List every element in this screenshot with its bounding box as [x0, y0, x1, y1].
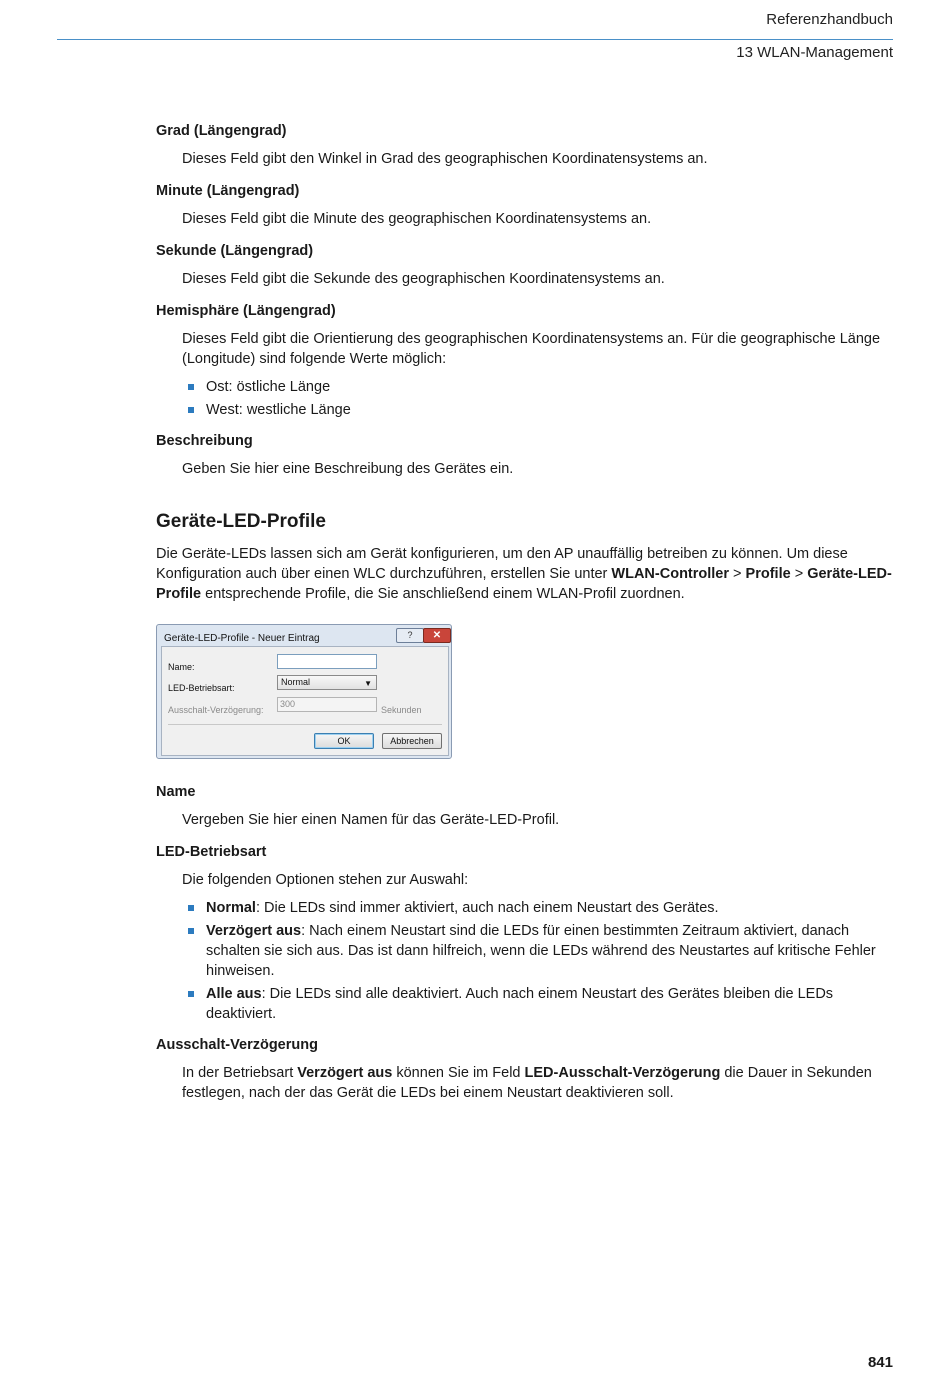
desc-name-text: Vergeben Sie hier einen Namen für das Geräte-LED-Profil.	[182, 812, 560, 828]
option-text: : Nach einem Neustart sind die LEDs für einen bestimmten Zeitraum aktiviert, danach schalten sie sich aus. Das ist dann hilfreich, wenn die LEDs während des Neustartes auf kritische Fehler hinweisen.	[206, 923, 876, 979]
delay-bold-mode: Verzögert aus	[297, 1065, 393, 1081]
option-label: Alle aus	[206, 986, 262, 1002]
mode-select-value: Normal	[281, 677, 311, 687]
help-button[interactable]: ?	[396, 628, 424, 643]
close-button[interactable]: ✕	[423, 628, 451, 643]
name-field[interactable]	[277, 654, 377, 669]
list-item	[182, 898, 894, 918]
desc-minute	[182, 205, 894, 238]
list-item	[182, 377, 894, 397]
ok-button[interactable]: OK	[314, 733, 374, 749]
menu-path-led-profile: Geräte-LED-Profile	[156, 566, 892, 602]
desc-minute-text: Dieses Feld gibt die Minute des geographischen Koordinatensystems an.	[182, 211, 652, 227]
bullet-square-icon	[188, 991, 194, 997]
term-beschreibung: Beschreibung	[156, 433, 253, 449]
term-delay: Ausschalt-Verzögerung	[156, 1037, 318, 1053]
option-text: : Die LEDs sind immer aktiviert, auch nach einem Neustart des Gerätes.	[255, 900, 719, 916]
dialog-separator	[168, 724, 442, 725]
mode-select[interactable]	[277, 675, 377, 690]
term-name: Name	[156, 784, 196, 800]
desc-name	[182, 806, 894, 839]
delay-bold-field: LED-Ausschalt-Verzögerung	[524, 1065, 721, 1081]
cancel-button[interactable]: Abbrechen	[382, 733, 442, 749]
running-header-chapter: 13 WLAN-Management	[736, 44, 893, 61]
list-item	[182, 984, 894, 1024]
mode-label: LED-Betriebsart:	[168, 683, 235, 693]
list-item-text: West: westliche Länge	[206, 402, 351, 418]
list-item	[182, 921, 894, 981]
section-intro	[156, 544, 894, 604]
desc-beschreibung-text: Geben Sie hier eine Beschreibung des Gerätes ein.	[182, 461, 514, 477]
led-mode-options	[182, 898, 894, 1024]
menu-path-wlan-controller: WLAN-Controller	[611, 566, 730, 582]
desc-led-mode	[182, 866, 894, 898]
term-grad: Grad (Längengrad)	[156, 123, 287, 139]
desc-delay	[182, 1059, 894, 1112]
desc-sekunde-text: Dieses Feld gibt die Sekunde des geographischen Koordinatensystems an.	[182, 271, 665, 287]
intro-text-1: Die Geräte-LEDs lassen sich am Gerät konfigurieren, um den AP unauffällig betreiben zu können. Um diese Konfiguration auch über einen WLC durchzuführen, erstellen Sie unter	[156, 546, 848, 582]
dialog-body	[161, 646, 449, 756]
desc-beschreibung	[182, 455, 894, 488]
intro-text-2: entsprechende Profile, die Sie anschließend einem WLAN-Profil zuordnen.	[201, 586, 685, 602]
desc-delay-text	[182, 1063, 894, 1103]
desc-led-mode-text: Die folgenden Optionen stehen zur Auswahl:	[182, 872, 469, 888]
bullet-square-icon	[188, 928, 194, 934]
delay-text-2: können Sie im Feld	[392, 1065, 525, 1081]
delay-field[interactable]: 300	[277, 697, 377, 712]
header-rule	[57, 39, 893, 40]
desc-hemisphaere	[182, 325, 894, 377]
bullet-square-icon	[188, 384, 194, 390]
desc-hemisphaere-text: Dieses Feld gibt die Orientierung des geographischen Koordinatensystems an. Für die geographische Länge (Longitude) sind folgende Werte möglich:	[182, 331, 881, 367]
option-label: Normal	[206, 900, 256, 916]
dropdown-arrow-icon: ▼	[364, 679, 372, 688]
section-title: Geräte-LED-Profile	[156, 511, 326, 532]
bullet-square-icon	[188, 905, 194, 911]
desc-grad-text: Dieses Feld gibt den Winkel in Grad des geographischen Koordinatensystems an.	[182, 151, 708, 167]
delay-text-3: die Dauer in Sekunden festlegen, nach der das Gerät die LEDs bei einem Neustart deaktivieren soll.	[182, 1065, 872, 1101]
term-minute: Minute (Längengrad)	[156, 183, 300, 199]
list-item	[182, 400, 894, 420]
running-header-title: Referenzhandbuch	[766, 11, 893, 28]
option-text: : Die LEDs sind alle deaktiviert. Auch nach einem Neustart des Gerätes bleiben die LEDs deaktiviert.	[206, 986, 834, 1022]
bullet-square-icon	[188, 407, 194, 413]
term-hemisphaere: Hemisphäre (Längengrad)	[156, 303, 336, 319]
hemisphere-list	[182, 377, 894, 420]
option-label: Verzögert aus	[206, 923, 302, 939]
path-separator: >	[729, 566, 746, 582]
delay-label: Ausschalt-Verzögerung:	[168, 705, 264, 715]
path-separator: >	[790, 566, 808, 582]
menu-path-profile: Profile	[745, 566, 791, 582]
term-sekunde: Sekunde (Längengrad)	[156, 243, 314, 259]
delay-unit: Sekunden	[381, 705, 422, 715]
name-label: Name:	[168, 662, 195, 672]
desc-sekunde	[182, 265, 894, 298]
list-item-text: Ost: östliche Länge	[206, 379, 331, 395]
led-profile-dialog	[156, 624, 452, 759]
term-led-mode: LED-Betriebsart	[156, 844, 267, 860]
delay-text-1: In der Betriebsart	[182, 1065, 298, 1081]
desc-grad	[182, 145, 894, 178]
page-content	[156, 118, 894, 1112]
page-number: 841	[867, 1354, 893, 1371]
dialog-title: Geräte-LED-Profile - Neuer Eintrag	[164, 633, 320, 644]
